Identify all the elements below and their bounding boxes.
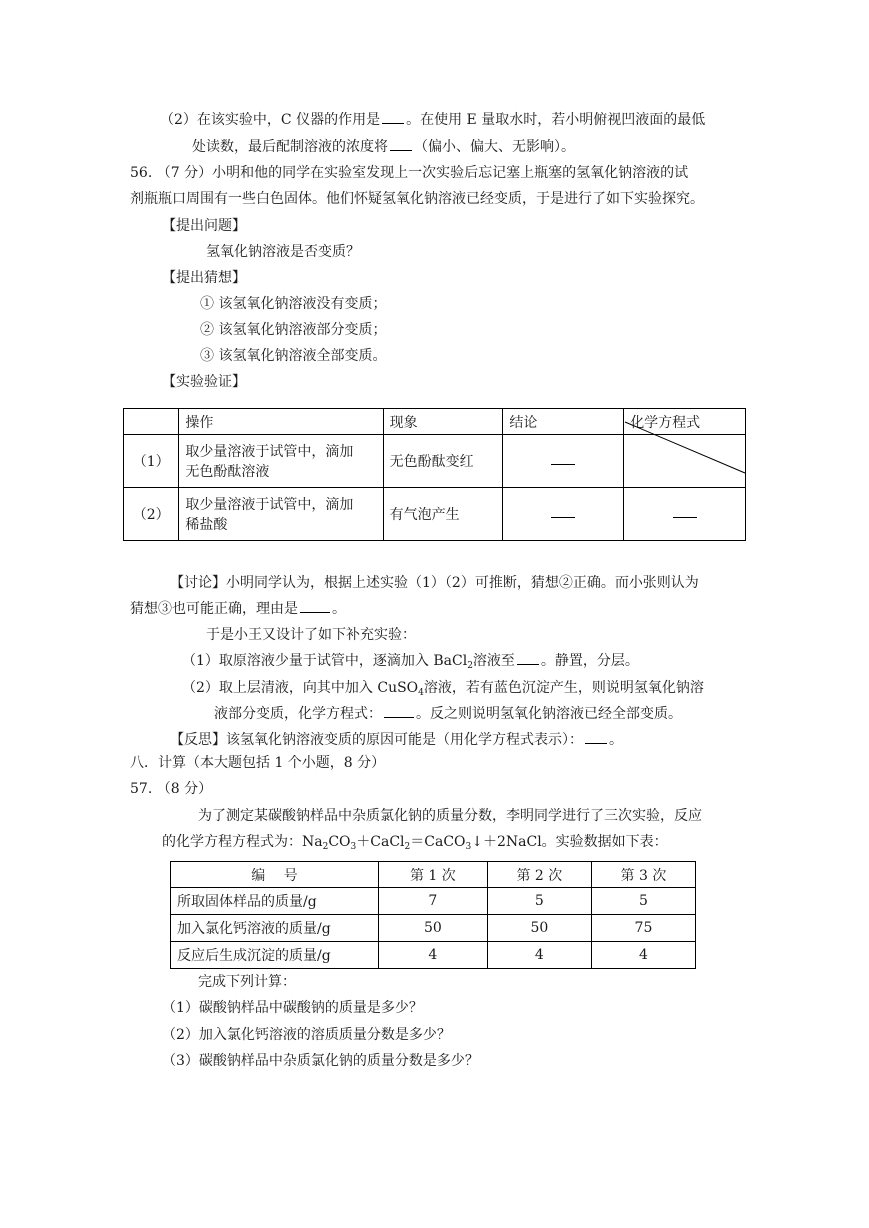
answer-blank bbox=[384, 704, 414, 718]
header-cell: 操作 bbox=[179, 409, 383, 435]
table-row bbox=[171, 942, 696, 969]
step2-text-b: 溶液，若有蓝色沉淀产生，则说明氢氧化钠溶 bbox=[423, 680, 704, 696]
discussion-line1: 【讨论】小明同学认为，根据上述实验（1）（2）可推断，猜想②正确。而小张则认为 bbox=[170, 575, 699, 591]
supplement-step-1 bbox=[182, 651, 639, 671]
calc-question-3: （3）碳酸钠样品中杂质氯化钠的质量分数是多少？ bbox=[162, 1053, 479, 1069]
eq-part: CO bbox=[328, 834, 351, 850]
subscript: 2 bbox=[404, 842, 411, 852]
q56-intro-line2: 剂瓶瓶口周围有一些白色固体。他们怀疑氢氧化钠溶液已经变质，于是进行了如下实验探究。 bbox=[130, 191, 704, 207]
discussion-text: 猜想③也可能正确，理由是 bbox=[130, 601, 298, 617]
eq-part: ↓＋2NaCl。实验数据如下表： bbox=[471, 834, 668, 850]
row-label: 加入氯化钙溶液的质量/g bbox=[171, 915, 379, 942]
operation-line: 无色酚酞溶液 bbox=[185, 464, 270, 480]
table-cell: 4 bbox=[591, 942, 695, 969]
header-cell: 现象 bbox=[383, 409, 503, 435]
header-cell: 编 号 bbox=[171, 862, 379, 888]
step1-text-c: 。静置，分层。 bbox=[540, 653, 639, 669]
q57-intro-line1: 为了测定某碳酸钠样品中杂质氯化钠的质量分数，李明同学进行了三次实验，反应 bbox=[198, 808, 702, 824]
discussion-line2 bbox=[130, 599, 346, 619]
subscript: 3 bbox=[465, 842, 472, 852]
q55-2-text-b: 。在使用 E 量取水时，若小明俯视凹液面的最低 bbox=[406, 112, 706, 128]
table-cell: 4 bbox=[378, 942, 487, 969]
hypothesis-3: ③ 该氢氧化钠溶液全部变质。 bbox=[200, 348, 387, 364]
supplement-step-2-cont bbox=[214, 704, 682, 724]
phenomenon-cell: 有气泡产生 bbox=[383, 488, 503, 541]
operation-line: 取少量溶液于试管中，滴加 bbox=[185, 497, 354, 513]
table-cell: 4 bbox=[487, 942, 591, 969]
q57-heading: 57. （8 分） bbox=[130, 781, 213, 797]
q55-2-text-c: 处读数，最后配制溶液的浓度将 bbox=[192, 139, 388, 155]
verification-heading: 【实验验证】 bbox=[162, 374, 246, 390]
header-cell: 第 3 次 bbox=[591, 862, 695, 888]
phenomenon-cell: 无色酚酞变红 bbox=[383, 435, 503, 488]
section-heading: 八．计算（本大题包括 1 个小题，8 分） bbox=[130, 755, 386, 771]
table-cell: 5 bbox=[487, 888, 591, 915]
subscript: 2 bbox=[322, 842, 329, 852]
row-label: 反应后生成沉淀的质量/g bbox=[171, 942, 379, 969]
q56-intro-line1: 56. （7 分）小明和他的同学在实验室发现上一次实验后忘记塞上瓶塞的氢氧化钠溶液的试 bbox=[130, 165, 689, 181]
operation-line: 稀盐酸 bbox=[185, 517, 228, 533]
supplement-step-2 bbox=[182, 678, 704, 698]
header-cell: 第 2 次 bbox=[487, 862, 591, 888]
header-cell: 化学方程式 bbox=[624, 409, 746, 435]
step2-text: （2）取上层清液，向其中加入 CuSO bbox=[182, 680, 419, 696]
reflection-line bbox=[170, 730, 623, 750]
answer-blank bbox=[585, 730, 607, 744]
eq-part: ＋CaCl bbox=[356, 834, 405, 850]
hypothesis-2: ② 该氢氧化钠溶液部分变质； bbox=[200, 322, 387, 338]
q55-2-text-a: （2）在该实验中，C 仪器的作用是 bbox=[160, 112, 381, 128]
table-cell: 7 bbox=[378, 888, 487, 915]
calc-question-2: （2）加入氯化钙溶液的溶质质量分数是多少？ bbox=[162, 1027, 451, 1043]
table-row bbox=[171, 915, 696, 942]
hypothesis-1: ① 该氢氧化钠溶液没有变质； bbox=[200, 296, 387, 312]
table-cell: 50 bbox=[487, 915, 591, 942]
answer-blank bbox=[517, 651, 539, 665]
calc-question-1: （1）碳酸钠样品中碳酸钠的质量是多少？ bbox=[162, 1000, 423, 1016]
operation-line: 取少量溶液于试管中，滴加 bbox=[185, 444, 354, 460]
row-number: （1） bbox=[124, 435, 179, 488]
table-cell: 50 bbox=[378, 915, 487, 942]
reflection-text: 【反思】该氢氧化钠溶液变质的原因可能是（用化学方程式表示）： bbox=[170, 732, 583, 748]
q57-equation-line bbox=[162, 832, 668, 852]
discussion-end: 。 bbox=[332, 601, 346, 617]
eq-part: ＝CaCO bbox=[410, 834, 466, 850]
hypothesis-heading: 【提出猜想】 bbox=[162, 270, 246, 286]
supplement-intro: 于是小王又设计了如下补充实验： bbox=[206, 627, 416, 643]
step1-text-b: 溶液至 bbox=[472, 653, 515, 669]
table-row bbox=[171, 888, 696, 915]
row-number: （2） bbox=[124, 488, 179, 541]
q55-2-text-d: （偏小、偏大、无影响）。 bbox=[414, 139, 575, 155]
reflection-end: 。 bbox=[609, 732, 623, 748]
subscript: 3 bbox=[350, 842, 357, 852]
header-cell: 第 1 次 bbox=[378, 862, 487, 888]
eq-part: 的化学方程方程式为：Na bbox=[162, 834, 323, 850]
step2-text-d: 。反之则说明氢氧化钠溶液已经全部变质。 bbox=[416, 706, 682, 722]
answer-blank bbox=[300, 599, 330, 613]
row-label: 所取固体样品的质量/g bbox=[171, 888, 379, 915]
subscript: 2 bbox=[467, 661, 473, 671]
table-cell: 75 bbox=[591, 915, 695, 942]
problem-heading: 【提出问题】 bbox=[162, 218, 246, 234]
data-table-header bbox=[171, 862, 696, 888]
header-cell: 结论 bbox=[503, 409, 624, 435]
step1-text: （1）取原溶液少量于试管中，逐滴加入 BaCl bbox=[182, 653, 468, 669]
problem-text: 氢氧化钠溶液是否变质？ bbox=[206, 244, 360, 260]
subscript: 4 bbox=[418, 688, 424, 698]
step2-text-c: 液部分变质，化学方程式： bbox=[214, 706, 382, 722]
table-cell: 5 bbox=[591, 888, 695, 915]
calc-intro: 完成下列计算： bbox=[198, 974, 296, 990]
data-table bbox=[170, 861, 696, 969]
